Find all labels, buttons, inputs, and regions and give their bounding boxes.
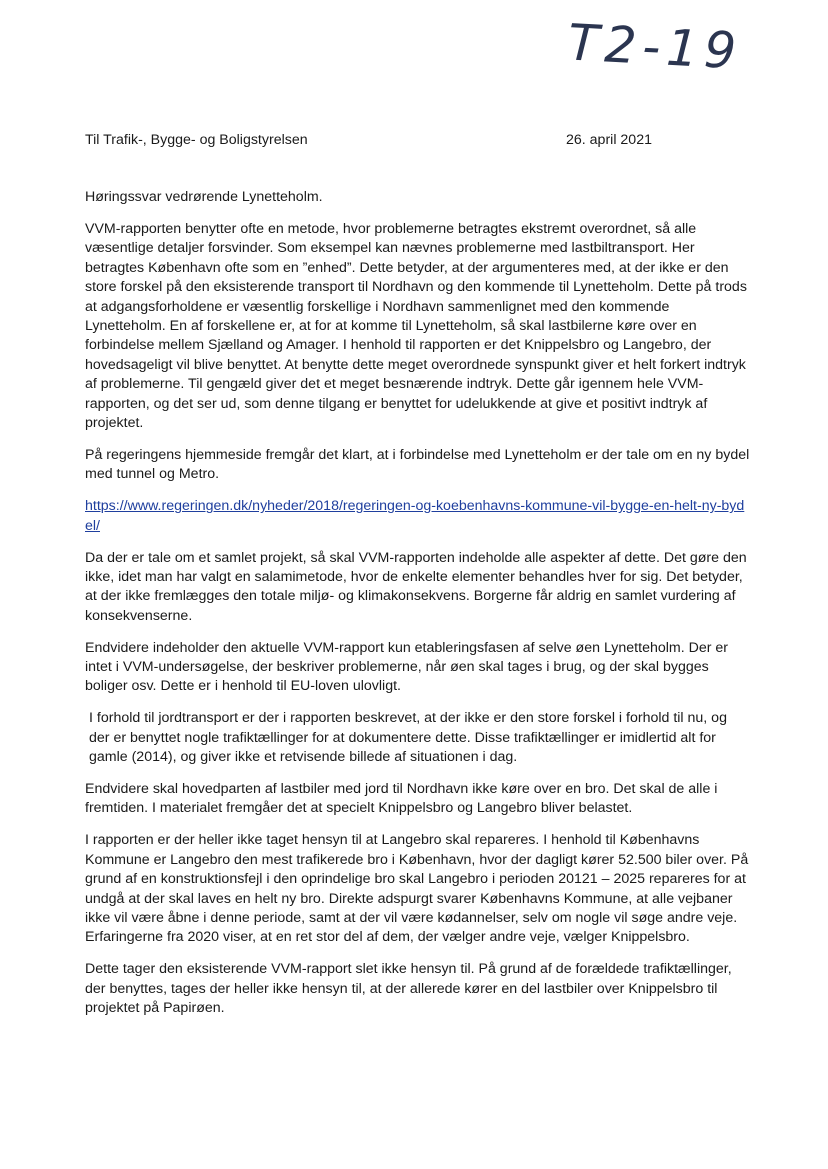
handwritten-reference-stamp: T2-19 xyxy=(566,13,744,81)
paragraph-6: Endvidere skal hovedparten af lastbiler med jord til Nordhavn ikke køre over en bro. Det skal de alle i fremtiden. I materialet fremgåer det at specielt Knippelsbro og Langebro bliver belastet. xyxy=(85,781,718,817)
letter-body xyxy=(85,188,750,1031)
paragraph-2: På regeringens hjemmeside fremgår det klart, at i forbindelse med Lynetteholm er der tale om en ny bydel med tunnel og Metro. xyxy=(85,446,750,483)
paragraph-5: I forhold til jordtransport er der i rapporten beskrevet, at der ikke er den store forskel i forhold til nu, og der er benyttet nogle trafiktællinger for at dokumentere dette. Disse trafiktællinger er imidlertid alt for gamle (2014), og giver ikke et retvisende billede af situationen i dag. xyxy=(89,710,727,766)
paragraph-4: Endvidere indeholder den aktuelle VVM-rapport kun etableringsfasen af selve øen Lynetteholm. Der er intet i VVM-undersøgelse, der beskriver problemerne, når øen skal tages i brug, og der skal bygges boliger osv. Dette er i henhold til EU-loven ulovligt. xyxy=(85,639,729,695)
paragraph-7: I rapporten er der heller ikke taget hensyn til at Langebro skal repareres. I henhold til Københavns Kommune er Langebro den mest trafikerede bro i København, hvor der dagligt kører 52.500 biler over. På grund af en konstruktionsfejl i den oprindelige bro skal Langebro i perioden 20121 – 2025 repareres for at undgå at der skal laves en helt ny bro. Direkte adspurgt svarer Københavns Kommune, at alle vejbaner ikke vil være åbne i denne periode, samt at der vil være kødannelser, selv om nogle vil søge andre veje. Erfaringerne fra 2020 viser, at en ret stor del af dem, der vælger andre veje, vælger Knippelsbro. xyxy=(85,832,749,946)
paragraph-8: Dette tager den eksisterende VVM-rapport slet ikke hensyn til. På grund af de forældede trafiktællinger, der benyttes, tages der heller ikke hensyn til, at der allerede kører en del lastbiler over Knippelsbro til projektet på Papirøen. xyxy=(85,961,732,1017)
paragraph-1: VVM-rapporten benytter ofte en metode, hvor problemerne betragtes ekstremt overordnet, så alle væsentlige detaljer forsvinder. Som eksempel kan nævnes problemerne med lastbiltransport. Her betragtes København ofte som en ”enhed”. Dette betyder, at der argumenteres med, at der ikke er den store forskel på den eksisterende transport til Nordhavn og den kommende til Lynetteholm. Dette på trods at adgangsforholdene er væsentlig forskellige i Nordhavn sammenlignet med den kommende Lynetteholm. En af forskellene er, at for at komme til Lynetteholm, så skal lastbilerne køre over en forbindelse mellem Sjælland og Amager. I henhold til rapporten er det Knippelsbro og Langebro, der hovedsageligt vil blive benyttet. At benytte dette meget overordnede synspunkt giver et helt forkert indtryk af problemerne. Til gengæld giver det et meget besnærende indtryk. Dette går igennem hele VVM-rapporten, og det ser ud, som denne tilgang er benyttet for udelukkende at give et positivt indtryk af projektet. xyxy=(85,220,747,431)
regeringen-link[interactable]: https://www.regeringen.dk/nyheder/2018/regeringen-og-koebenhavns-kommune-vil-bygge-en-helt-ny-bydel/ xyxy=(85,498,745,534)
letter-date: 26. april 2021 xyxy=(566,132,652,148)
subject-line: Høringssvar vedrørende Lynetteholm. xyxy=(85,189,323,205)
recipient-line: Til Trafik-, Bygge- og Boligstyrelsen xyxy=(85,132,308,148)
paragraph-3: Da der er tale om et samlet projekt, så skal VVM-rapporten indeholde alle aspekter af dette. Det gøre den ikke, idet man har valgt en salamimetode, hvor de enkelte elementer behandles hver for sig. Det betyder, at der ikke fremlægges den totale miljø- og klimakonsekvens. Borgerne får aldrig en samlet vurdering af konsekvenserne. xyxy=(85,549,747,624)
reference-link-paragraph xyxy=(85,497,750,536)
